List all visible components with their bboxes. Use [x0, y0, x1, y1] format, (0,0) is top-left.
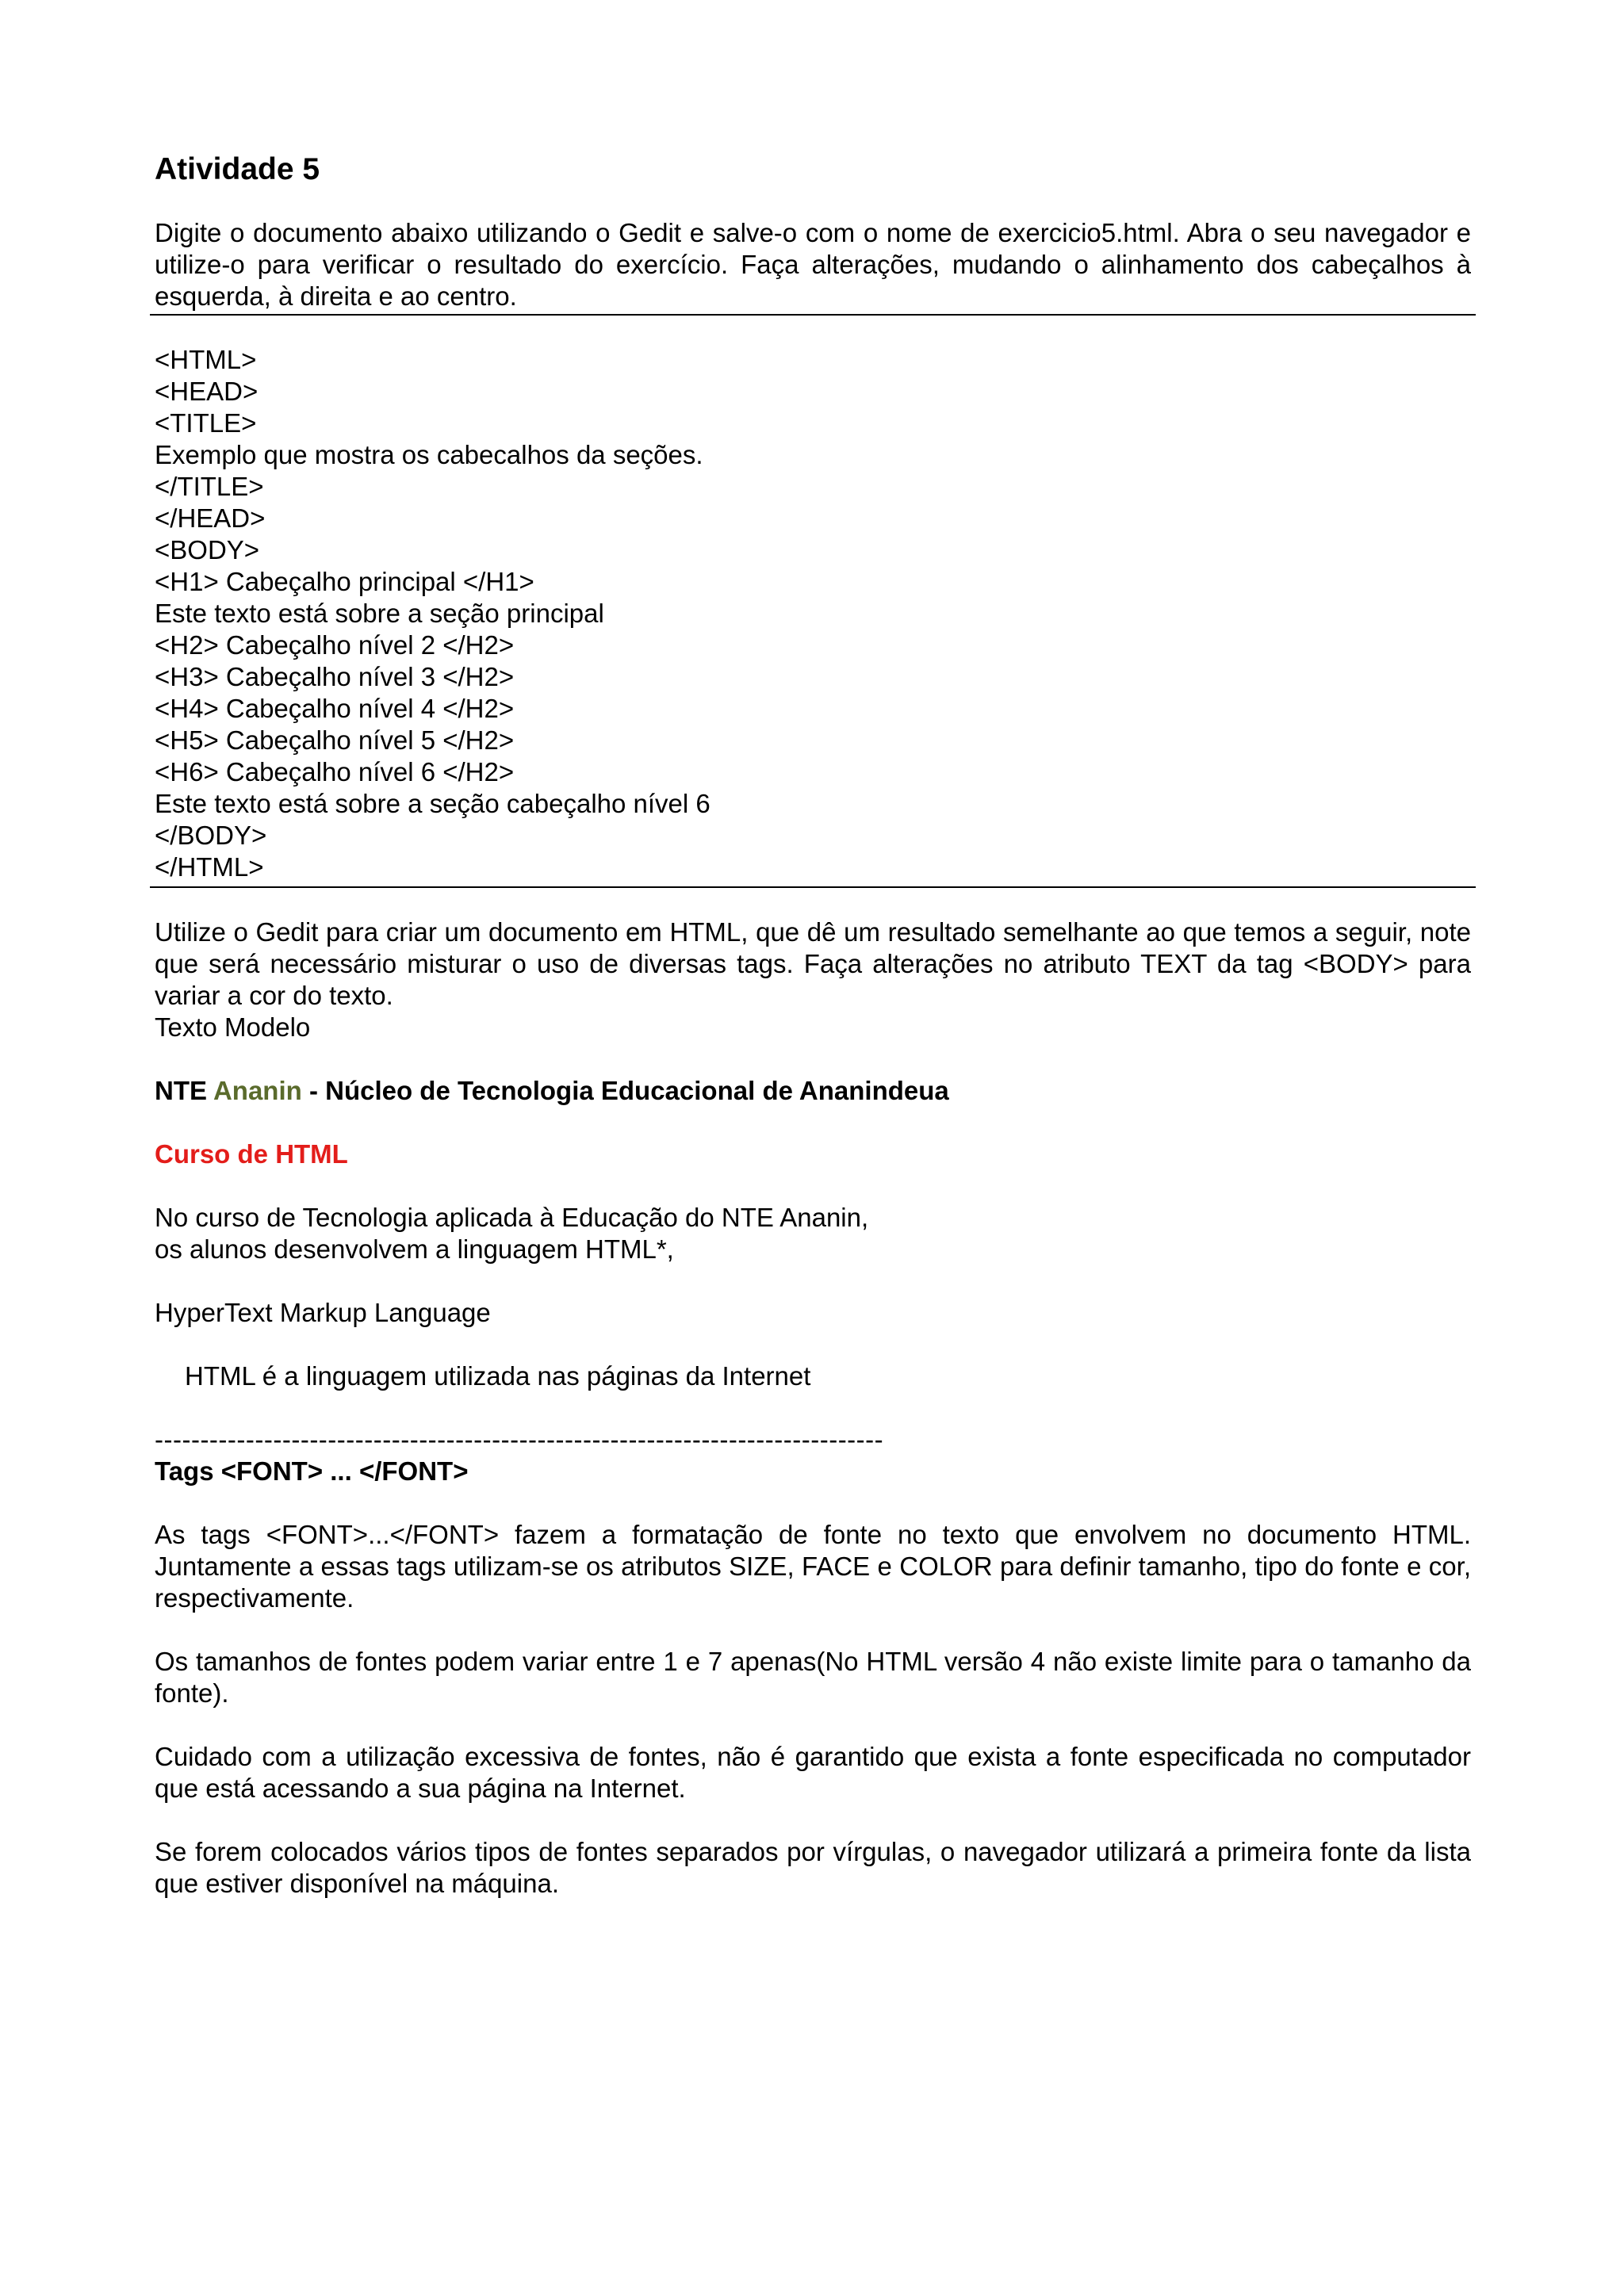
nte-heading-suffix: - Núcleo de Tecnologia Educacional de Ananindeua: [301, 1076, 949, 1105]
code-line: Este texto está sobre a seção cabeçalho nível 6: [155, 789, 710, 818]
course-line: No curso de Tecnologia aplicada à Educação do NTE Ananin,: [155, 1203, 869, 1232]
code-line: <H4> Cabeçalho nível 4 </H2>: [155, 694, 515, 723]
code-line: </HTML>: [155, 852, 264, 882]
code-line: </HEAD>: [155, 503, 266, 533]
font-list-paragraph: Se forem colocados vários tipos de fontes separados por vírgulas, o navegador utilizará a primeira fonte da lista que estiver disponível na máquina.: [155, 1837, 1471, 1898]
code-line: <H2> Cabeçalho nível 2 </H2>: [155, 630, 515, 660]
code-line: <BODY>: [155, 535, 260, 564]
course-title: Curso de HTML: [155, 1139, 348, 1169]
code-line: <TITLE>: [155, 408, 257, 438]
font-sizes-paragraph: Os tamanhos de fontes podem variar entre 1 e 7 apenas(No HTML versão 4 não existe limite para o tamanho da fonte).: [155, 1647, 1471, 1708]
code-line: <HEAD>: [155, 377, 259, 406]
code-line: Este texto está sobre a seção principal: [155, 599, 604, 628]
top-rule: [150, 314, 1476, 316]
nte-heading: [155, 1075, 1471, 1107]
document-content: [155, 151, 1471, 1900]
code-line: </TITLE>: [155, 472, 264, 501]
page-title: Atividade 5: [155, 152, 320, 186]
nte-heading-prefix: NTE: [155, 1076, 213, 1105]
instruction-paragraph: Utilize o Gedit para criar um documento em HTML, que dê um resultado semelhante ao que temos a seguir, note que será necessário misturar o uso de diversas tags. Faça alterações no atributo TEXT da tag <BODY> para variar a cor do texto.: [155, 917, 1471, 1010]
code-line: <H1> Cabeçalho principal </H1>: [155, 567, 534, 596]
html-definition: HTML é a linguagem utilizada nas páginas da Internet: [185, 1361, 811, 1391]
code-line: <H3> Cabeçalho nível 3 </H2>: [155, 662, 515, 691]
code-listing: [155, 344, 1471, 883]
code-line: </BODY>: [155, 821, 267, 850]
code-line: Exemplo que mostra os cabecalhos da seções.: [155, 440, 703, 469]
nte-heading-highlight: Ananin: [213, 1076, 302, 1105]
model-label: Texto Modelo: [155, 1012, 311, 1042]
font-tags-paragraph: As tags <FONT>...</FONT> fazem a formatação de fonte no texto que envolvem no documento HTML. Juntamente a essas tags utilizam-se os atributos SIZE, FACE e COLOR para definir tamanho, tipo do fonte e cor, respectivamente.: [155, 1520, 1471, 1613]
course-line: os alunos desenvolvem a linguagem HTML*,: [155, 1234, 674, 1264]
code-line: <H5> Cabeçalho nível 5 </H2>: [155, 725, 515, 755]
dash-separator: --------------------------------------------------------------------------------: [155, 1425, 884, 1454]
hypertext-line: HyperText Markup Language: [155, 1298, 491, 1327]
code-line: <H6> Cabeçalho nível 6 </H2>: [155, 757, 515, 786]
font-tags-heading: Tags <FONT> ... </FONT>: [155, 1456, 469, 1486]
intro-paragraph: Digite o documento abaixo utilizando o Gedit e salve-o com o nome de exercicio5.html. Abra o seu navegador e utilize-o para verificar o resultado do exercício. Faça alterações, mudando o alinhamento dos cabeçalhos à esquerda, à direita e ao centro.: [155, 218, 1471, 311]
code-line: <HTML>: [155, 345, 257, 374]
font-care-paragraph: Cuidado com a utilização excessiva de fontes, não é garantido que exista a fonte especificada no computador que está acessando a sua página na Internet.: [155, 1742, 1471, 1803]
